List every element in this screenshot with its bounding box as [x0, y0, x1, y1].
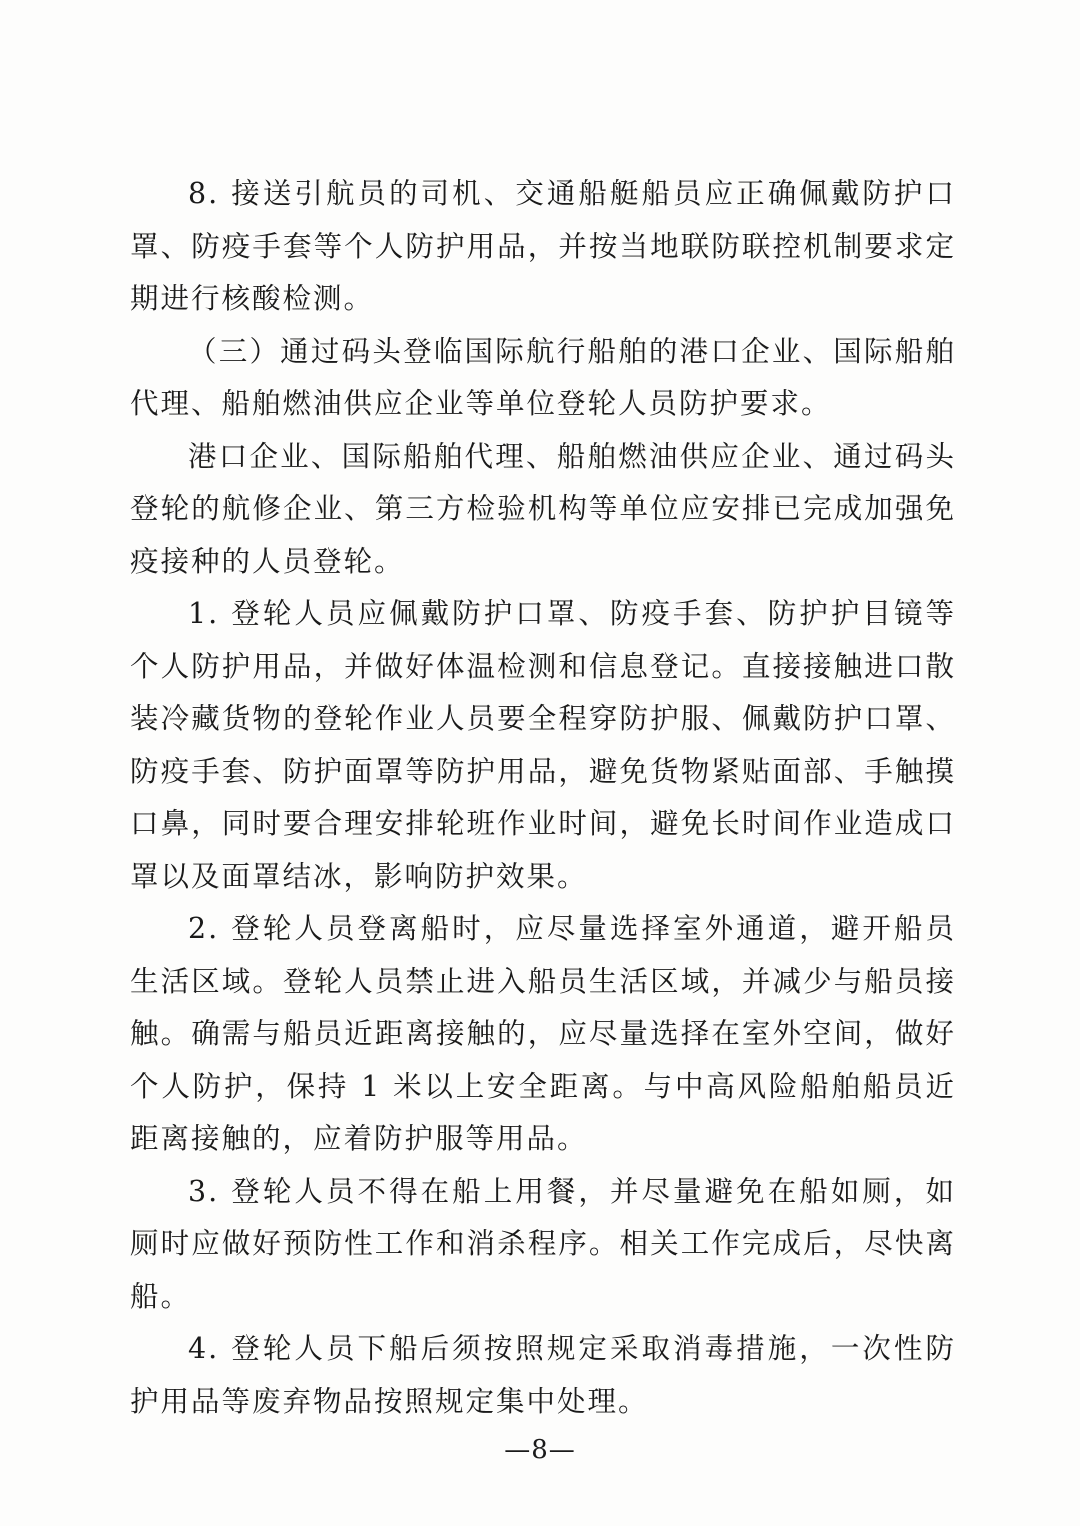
document-body: [130, 168, 956, 1428]
paragraph-item-2: 2. 登轮人员登离船时，应尽量选择室外通道，避开船员生活区域。登轮人员禁止进入船员生活区域，并减少与船员接触。确需与船员近距离接触的，应尽量选择在室外空间，做好个人防护，保持 1 米以上安全距离。与中高风险船舶船员近距离接触的，应着防护服等用品。: [130, 912, 956, 1155]
section-heading-3: （三）通过码头登临国际航行船舶的港口企业、国际船舶代理、船舶燃油供应企业等单位登轮人员防护要求。: [130, 334, 956, 420]
paragraph-item-1: 1. 登轮人员应佩戴防护口罩、防疫手套、防护护目镜等个人防护用品，并做好体温检测和信息登记。直接接触进口散装冷藏货物的登轮作业人员要全程穿防护服、佩戴防护口罩、防疫手套、防护面罩等防护用品，避免货物紧贴面部、手触摸口鼻，同时要合理安排轮班作业时间，避免长时间作业造成口罩以及面罩结冰，影响防护效果。: [130, 597, 956, 893]
paragraph-item-8: 8. 接送引航员的司机、交通船艇船员应正确佩戴防护口罩、防疫手套等个人防护用品，并按当地联防联控机制要求定期进行核酸检测。: [130, 177, 956, 315]
page-number: —8—: [504, 1435, 576, 1465]
paragraph-item-4: 4. 登轮人员下船后须按照规定采取消毒措施，一次性防护用品等废弃物品按照规定集中处理。: [130, 1332, 956, 1418]
paragraph-item-3: 3. 登轮人员不得在船上用餐，并尽量避免在船如厕，如厕时应做好预防性工作和消杀程序。相关工作完成后，尽快离船。: [130, 1174, 956, 1313]
paragraph-boarding-units: 港口企业、国际船舶代理、船舶燃油供应企业、通过码头登轮的航修企业、第三方检验机构等单位应安排已完成加强免疫接种的人员登轮。: [130, 439, 956, 578]
